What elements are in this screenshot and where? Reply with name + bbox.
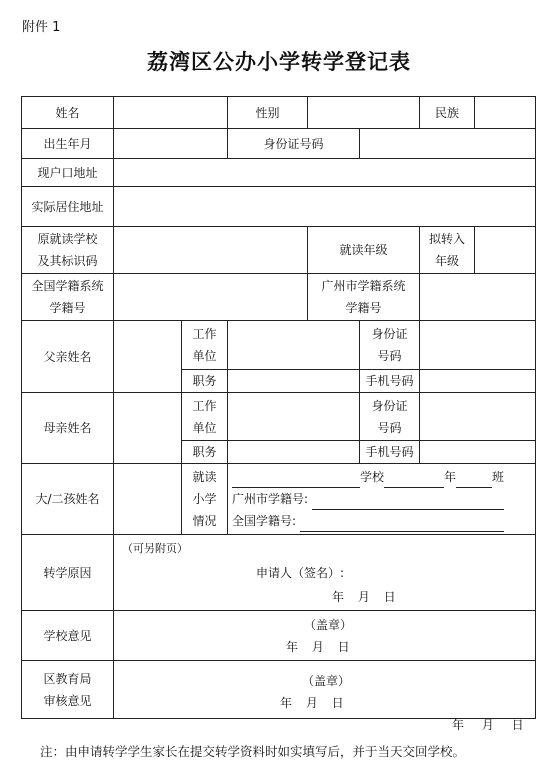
field-plan-grade[interactable] [475, 227, 536, 274]
field-mother-idcard[interactable] [420, 393, 536, 441]
blank-national-no[interactable] [300, 517, 504, 532]
blank-year[interactable] [384, 473, 444, 488]
school-date: 年 月 日 [286, 639, 350, 654]
field-school-opinion[interactable] [114, 611, 536, 661]
row-father-work [22, 321, 536, 370]
label-gz-no: 广州市学籍系统 学籍号 [308, 274, 420, 321]
blank-school[interactable] [232, 473, 360, 488]
label-orig-school: 原就读学校 及其标识码 [22, 227, 114, 274]
row-residence [22, 187, 536, 227]
field-ethnicity[interactable] [475, 97, 536, 129]
field-id-number[interactable] [360, 129, 536, 159]
label-plan-grade: 拟转入 年级 [420, 227, 475, 274]
form-title: 荔湾区公办小学转学登记表 [147, 49, 411, 74]
label-school-opinion: 学校意见 [22, 611, 114, 661]
label-reason: 转学原因 [22, 535, 114, 611]
label-sibling: 大/二孩姓名 [22, 464, 114, 535]
field-gender[interactable] [308, 97, 420, 129]
attachment-label: 附件 1 [22, 20, 61, 35]
label-gender: 性别 [228, 97, 308, 129]
sibling-gz-line: 广州市学籍号: [228, 488, 535, 510]
field-father-idcard[interactable] [420, 321, 536, 370]
footer-note: 注：由申请转学学生家长在提交转学资料时如实填写后，并于当天交回学校。 [40, 744, 466, 759]
form-date: 年 月 日 [452, 718, 524, 732]
row-basic [22, 97, 536, 129]
field-mother-position[interactable] [228, 441, 360, 464]
label-hukou-address: 现户口地址 [22, 159, 114, 187]
field-mother-name[interactable] [114, 393, 182, 464]
school-seal-label: （盖章） [304, 617, 353, 632]
field-bureau-opinion[interactable] [114, 661, 536, 719]
label-national-no: 全国学籍系统 学籍号 [22, 274, 114, 321]
label-mother-idcard: 身份证 号码 [360, 393, 420, 441]
reason-date: 年 月 日 [332, 590, 396, 604]
blank-class[interactable] [456, 473, 492, 488]
field-birth[interactable] [114, 129, 228, 159]
field-reason[interactable] [114, 535, 536, 611]
label-father-idcard: 身份证 号码 [360, 321, 420, 370]
field-name[interactable] [114, 97, 228, 129]
sibling-study-info [228, 464, 536, 535]
label-mother: 母亲姓名 [22, 393, 114, 464]
label-mother-position: 职务 [182, 441, 228, 464]
field-national-no[interactable] [114, 274, 308, 321]
label-mother-phone: 手机号码 [360, 441, 420, 464]
label-name: 姓名 [22, 97, 114, 129]
field-orig-school[interactable] [114, 227, 308, 274]
field-sibling-name[interactable] [114, 464, 182, 535]
bureau-seal-label: （盖章） [302, 673, 351, 688]
field-father-phone[interactable] [420, 370, 536, 393]
reason-note: （可另附页） [122, 542, 188, 555]
field-residence-address[interactable] [114, 187, 536, 227]
field-father-position[interactable] [228, 370, 360, 393]
field-hukou-address[interactable] [114, 159, 536, 187]
label-grade: 就读年级 [308, 227, 420, 274]
label-father-phone: 手机号码 [360, 370, 420, 393]
row-bureau-opinion [22, 661, 536, 719]
label-father-position: 职务 [182, 370, 228, 393]
field-mother-phone[interactable] [420, 441, 536, 464]
label-id-number: 身份证号码 [228, 129, 360, 159]
row-sibling [22, 464, 536, 535]
row-orig-school [22, 227, 536, 274]
field-father-name[interactable] [114, 321, 182, 393]
row-school-opinion [22, 611, 536, 661]
blank-gz-no[interactable] [312, 495, 504, 510]
label-ethnicity: 民族 [420, 97, 475, 129]
label-bureau-opinion: 区教育局 审核意见 [22, 661, 114, 719]
label-birth: 出生年月 [22, 129, 114, 159]
label-father: 父亲姓名 [22, 321, 114, 393]
row-mother-work [22, 393, 536, 441]
sibling-national-line: 全国学籍号: [228, 510, 535, 532]
label-father-work: 工作 单位 [182, 321, 228, 370]
label-mother-work: 工作 单位 [182, 393, 228, 441]
row-hukou [22, 159, 536, 187]
field-father-work[interactable] [228, 321, 360, 370]
bureau-date: 年 月 日 [280, 695, 344, 710]
row-birth [22, 129, 536, 159]
field-gz-no[interactable] [420, 274, 536, 321]
sibling-school-line: 学校 年 班 [228, 466, 535, 488]
label-study: 就读 小学 情况 [182, 464, 228, 535]
field-mother-work[interactable] [228, 393, 360, 441]
label-residence-address: 实际居住地址 [22, 187, 114, 227]
transfer-registration-table [21, 96, 536, 719]
row-national [22, 274, 536, 321]
row-reason [22, 535, 536, 611]
applicant-signature-label: 申请人（签名）: [256, 566, 345, 580]
